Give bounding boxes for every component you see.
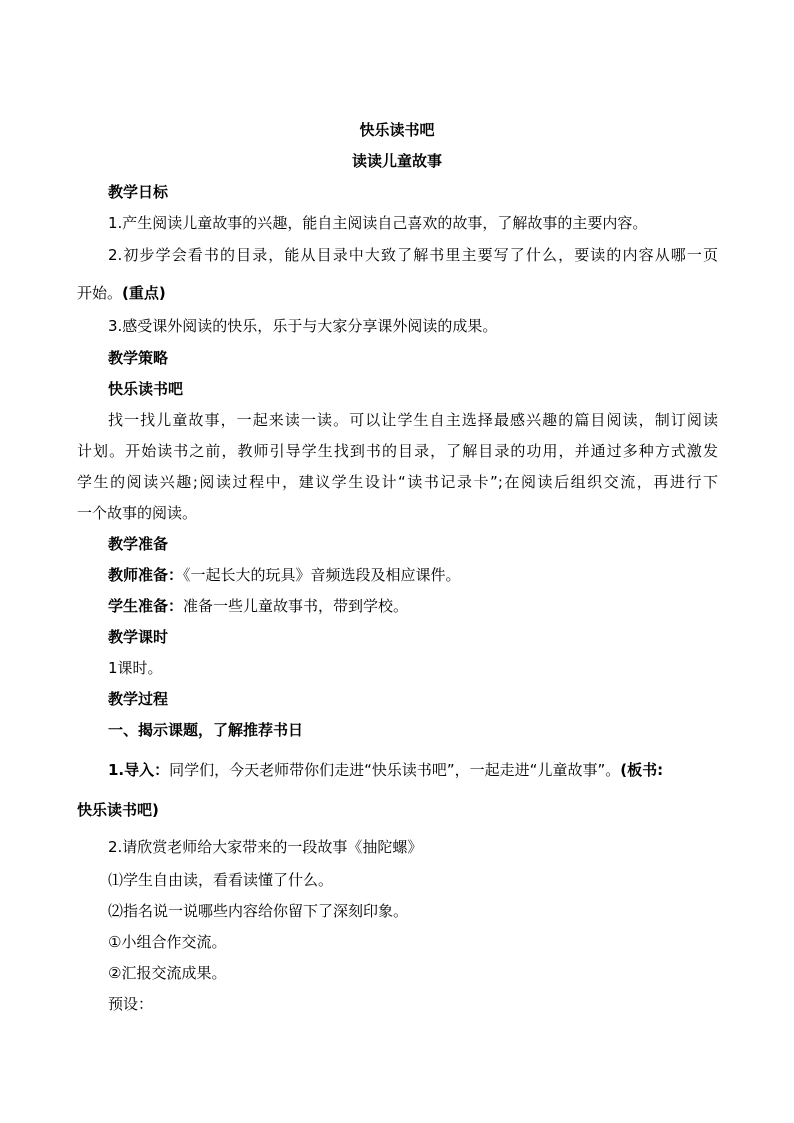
student-preparation-text: 准备一些儿童故事书，带到学校。 [183, 597, 409, 615]
strategy-subheading: 快乐读书吧 [108, 380, 184, 398]
strategy-para-line-1: 找一找儿童故事，一起来读一读。可以让学生自主选择最感兴趣的篇目阅读，制订阅读 [108, 411, 718, 429]
objective-item-3: 3.感受课外阅读的快乐，乐于与大家分享课外阅读的成果。 [108, 317, 498, 335]
teacher-preparation [108, 565, 461, 585]
student-preparation [108, 596, 408, 616]
hours-value: 1课时。 [108, 659, 163, 677]
preparation-heading: 教学准备 [108, 535, 169, 553]
step-2: 2.请欣赏老师给大家带来的一段故事《抽陀螺》 [108, 838, 423, 856]
step-1-line-1 [108, 760, 663, 780]
objective-item-1: 1.产生阅读儿童故事的兴趣，能自主阅读自己喜欢的故事，了解故事的主要内容。 [108, 214, 648, 232]
sub-step-1: ⑴学生自由读，看看读懂了什么。 [108, 871, 334, 889]
step-1-text: 同学们，今天老师带你们走进“快乐读书吧”，一起走进“儿童故事”。 [169, 761, 621, 779]
strategy-para-line-3: 学生的阅读兴趣;阅读过程中，建议学生设计“读书记录卡”;在阅读后组织交流，再进行下 [77, 473, 718, 491]
section-1-heading: 一、揭示课题，了解推荐书日 [108, 721, 304, 739]
objective-item-2-text: 开始。 [77, 284, 123, 302]
strategy-para-line-2: 计划。开始读书之前，教师引导学生找到书的目录，了解目录的功用，并通过多种方式激发 [77, 442, 718, 460]
objectives-heading: 教学日标 [108, 183, 169, 201]
circle-step-1: ①小组合作交流。 [108, 933, 227, 951]
step-1-line-2: 快乐读书吧) [77, 801, 159, 819]
hours-heading: 教学课时 [108, 628, 169, 646]
objective-item-2-line-2 [77, 283, 166, 303]
step-1-label: 1.导入： [108, 761, 170, 779]
teacher-preparation-text: 《一起长大的玩具》音频选段及相应课件。 [183, 566, 461, 584]
doc-title: 快乐读书吧 [359, 121, 435, 139]
circle-step-2: ②汇报交流成果。 [108, 964, 227, 982]
student-preparation-label: 学生准备： [108, 597, 184, 615]
step-1-board-note: (板书: [620, 761, 664, 779]
strategy-para-line-4: 一个故事的阅读。 [77, 504, 198, 522]
strategy-heading: 教学策略 [108, 349, 169, 367]
objective-item-2-line-1: 2.初步学会看书的目录，能从目录中大致了解书里主要写了什么，要读的内容从哪一页 [108, 246, 718, 264]
preset-label: 预设： [108, 995, 154, 1013]
sub-step-2: ⑵指名说一说哪些内容给你留下了深刻印象。 [108, 902, 409, 920]
key-point-tag: (重点) [122, 284, 166, 302]
doc-subtitle: 读读儿童故事 [351, 152, 442, 170]
process-heading: 教学过程 [108, 690, 169, 708]
teacher-preparation-label: 教师准备： [108, 566, 184, 584]
